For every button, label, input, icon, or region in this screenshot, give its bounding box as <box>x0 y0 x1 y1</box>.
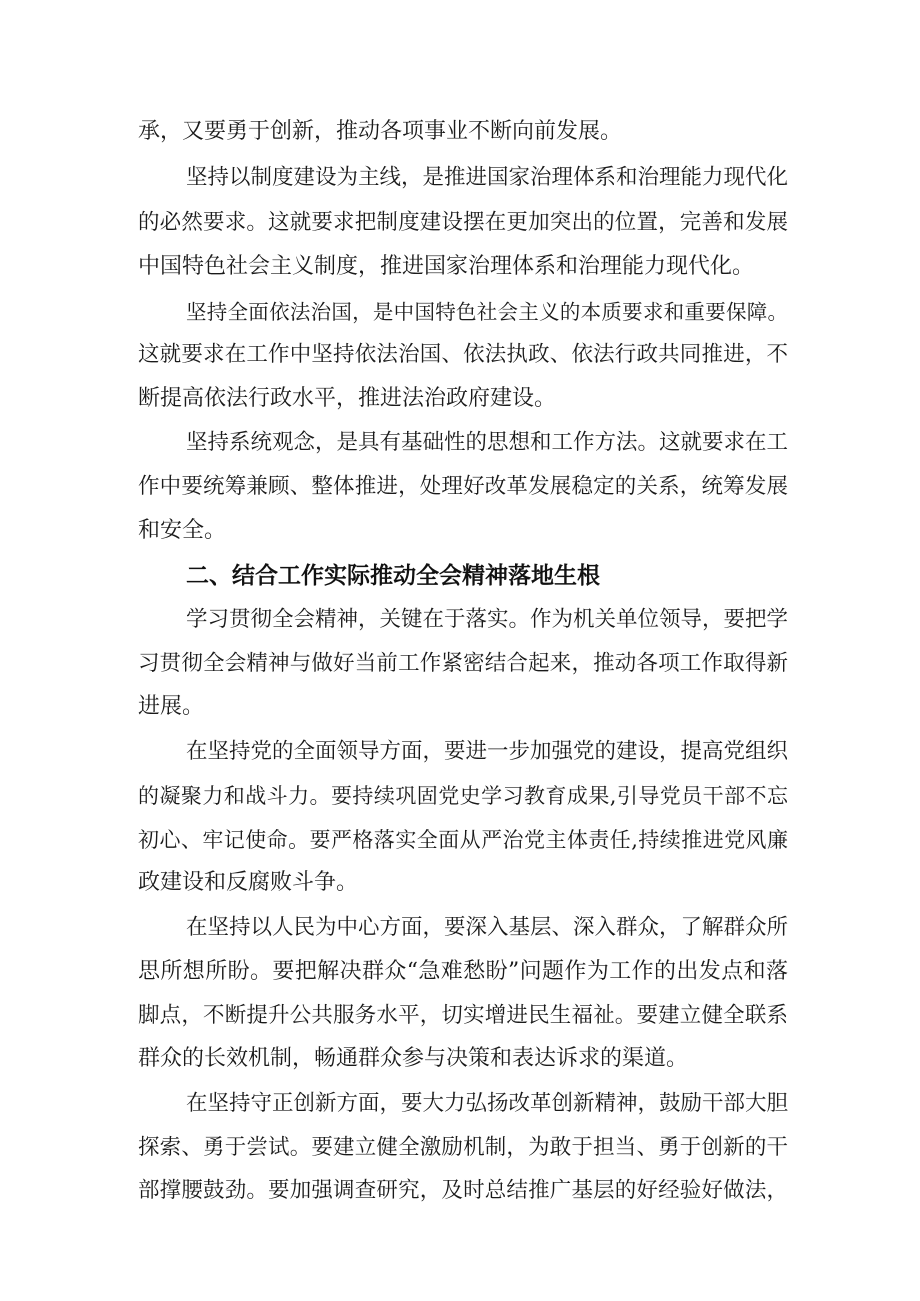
text-line: 政建设和反腐败斗争。 <box>138 870 359 895</box>
text-line: 部撑腰鼓劲。要加强调查研究，及时总结推广基层的好经验好做法， <box>138 1178 788 1203</box>
text-line: 中国特色社会主义制度，推进国家治理体系和治理能力现代化。 <box>138 254 755 279</box>
section-heading: 二、结合工作实际推动全会精神落地生根 <box>186 563 600 589</box>
text-line: 初心、牢记使命。要严格落实全面从严治党主体责任,持续推进党风廉 <box>138 828 788 852</box>
text-line: 坚持以制度建设为主线，是推进国家治理体系和治理能力现代化 <box>186 165 789 190</box>
text-line: 坚持全面依法治国，是中国特色社会主义的本质要求和重要保障。 <box>186 300 788 324</box>
text-line: 学习贯彻全会精神，关键在于落实。作为机关单位领导，要把学 <box>186 607 789 632</box>
text-line: 在坚持以人民为中心方面，要深入基层、深入群众，了解群众所 <box>186 915 789 940</box>
text-line: 这就要求在工作中坚持依法治国、依法执政、依法行政共同推进，不 <box>138 342 788 367</box>
text-line: 习贯彻全会精神与做好当前工作紧密结合起来，推动各项工作取得新 <box>138 651 788 676</box>
text-line: 脚点，不断提升公共服务水平，切实增进民生福祉。要建立健全联系 <box>138 1003 788 1028</box>
text-line: 作中要统筹兼顾、整体推进，处理好改革发展稳定的关系，统筹发展 <box>138 474 788 499</box>
text-line: 在坚持党的全面领导方面，要进一步加强党的建设，提高党组织 <box>186 739 789 764</box>
text-line: 的必然要求。这就要求把制度建设摆在更加突出的位置，完善和发展 <box>138 210 788 235</box>
text-line: 思所想所盼。要把解决群众“急难愁盼”问题作为工作的出发点和落 <box>138 959 788 984</box>
text-line: 的凝聚力和战斗力。要持续巩固党史学习教育成果,引导党员干部不忘 <box>138 784 788 808</box>
text-line: 探索、勇于尝试。要建立健全激励机制，为敢于担当、勇于创新的干 <box>138 1135 788 1160</box>
text-line: 群众的长效机制，畅通群众参与决策和表达诉求的渠道。 <box>138 1046 689 1071</box>
text-line: 坚持系统观念，是具有基础性的思想和工作方法。这就要求在工 <box>186 430 789 455</box>
text-line: 断提高依法行政水平，推进法治政府建设。 <box>138 386 557 411</box>
text-line: 承，又要勇于创新，推动各项事业不断向前发展。 <box>138 119 623 144</box>
text-line: 进展。 <box>138 694 205 719</box>
text-line: 和安全。 <box>138 518 227 543</box>
text-line: 在坚持守正创新方面，要大力弘扬改革创新精神，鼓励干部大胆 <box>186 1091 789 1116</box>
